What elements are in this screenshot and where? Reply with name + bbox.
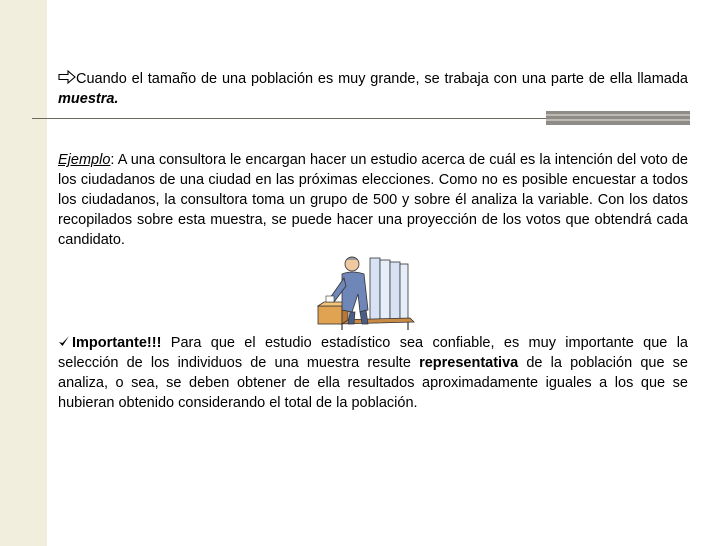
intro-term: muestra. [58,91,119,107]
important-text-1: Para que el estudio estadístico sea confiable, es muy importante que la selección de los individuos de una muestra resulte [58,335,688,371]
voter-ballot-box-icon [312,250,418,330]
intro-text: Cuando el tamaño de una población es muy grande, se trabaja con una parte de ella llamada [76,71,688,87]
important-term: representativa [419,355,519,371]
side-band [0,0,47,546]
important-text-2: de la población que se analiza, o sea, se deben obtener de ella resultados aproximadamente iguales a los que se hubieran obtenido considerando el total de la población. [58,355,688,411]
checkmark-icon [58,334,70,348]
divider-block [546,111,690,125]
important-paragraph [58,333,688,413]
example-paragraph [58,150,688,250]
intro-paragraph [58,69,688,109]
important-label: Importante!!! [72,335,162,351]
arrow-right-icon [58,70,76,84]
example-label: Ejemplo [58,152,111,168]
example-text: : A una consultora le encargan hacer un estudio acerca de cuál es la intención del voto de los ciudadanos de una ciudad en las próximas elecciones. Como no es posible encuestar a todos los ciudadanos, la consultora toma un grupo de 500 y sobre él analiza la variable. Con los datos recopilados sobre esta muestra, se puede hacer una proyección de los votos que obtendrá cada candidato. [58,152,688,248]
